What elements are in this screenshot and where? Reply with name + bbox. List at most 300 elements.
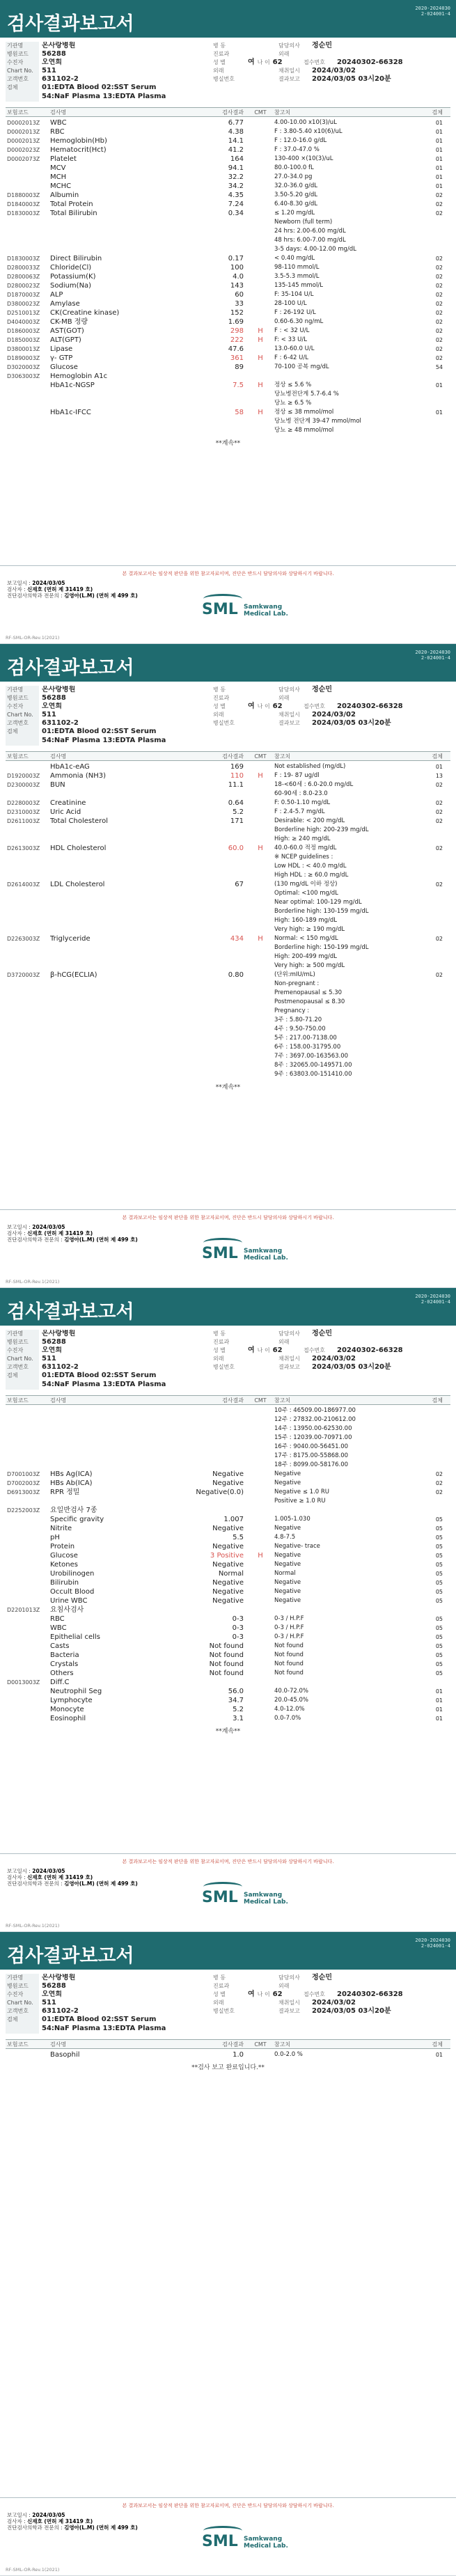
specimen-code — [427, 1016, 444, 1025]
column-header-result: 검사결과 — [222, 753, 244, 760]
test-name: Total Protein — [50, 201, 93, 208]
insurance-code: D0002013Z — [7, 129, 40, 135]
specimen-value: 01:EDTA Blood 02:SST Serum — [42, 1372, 157, 1379]
info-value: 온사랑병원 — [42, 686, 76, 693]
signature-value: 신재호 (면허 제 31419 호) — [27, 1874, 93, 1880]
result-flag: H — [258, 845, 263, 852]
table-row — [6, 191, 450, 200]
result-flag — [248, 146, 273, 155]
specimen-code — [427, 1605, 444, 1615]
reference-range: Not found — [274, 1660, 304, 1667]
signature-line — [7, 1236, 138, 1243]
test-name: Occult Blood — [50, 1588, 95, 1596]
info-label: 병원코드 — [6, 1982, 39, 1990]
test-name: Potassium(K) — [50, 273, 96, 281]
insurance-code: D2614003Z — [7, 881, 40, 888]
specimen-code — [427, 952, 444, 961]
test-result: 110 — [230, 772, 244, 780]
table-row — [6, 308, 450, 317]
reference-range: 0.0-2.0 % — [274, 2051, 303, 2058]
insurance-code: D0002013Z — [7, 120, 40, 126]
test-result — [185, 826, 248, 835]
result-flag: H — [258, 935, 263, 943]
signature-label: 검사자 : — [7, 2518, 26, 2524]
specimen-code: 02 — [435, 192, 443, 198]
table-row — [6, 971, 450, 980]
insurance-code — [6, 1542, 49, 1551]
report-footer — [0, 565, 456, 643]
test-name — [49, 1025, 185, 1034]
reference-range: F: 35-104 U/L — [274, 291, 314, 298]
column-header-item: 검사명 — [50, 109, 67, 116]
insurance-code — [6, 1043, 49, 1052]
specimen-row — [6, 84, 450, 93]
reference-range: Negative — [274, 1597, 301, 1604]
table-row — [6, 408, 450, 417]
specimen-code: 01 — [435, 2052, 443, 2058]
result-flag — [248, 862, 273, 871]
reference-range: 3주 : 5.80-71.20 — [274, 1016, 322, 1023]
insurance-code: D7002003Z — [7, 1480, 40, 1486]
reference-range: 정상 ≤ 38 mmol/mol — [274, 409, 334, 416]
reference-range: F : 26-192 U/L — [274, 309, 316, 316]
specimen-code: 02 — [435, 337, 443, 343]
info-label: 검체 — [6, 1372, 39, 1381]
info-value — [248, 1338, 278, 1346]
test-name: Direct Bilirubin — [50, 255, 102, 262]
test-name: 요침사검사 — [50, 1606, 84, 1614]
logo-text: SML — [202, 1245, 238, 1262]
column-header-result: 검사결과 — [222, 109, 244, 116]
test-name — [49, 916, 185, 925]
result-flag — [248, 227, 273, 236]
test-name: Glucose — [50, 363, 78, 371]
info-label: 외래 — [278, 695, 290, 701]
info-label: 기관명 — [6, 1330, 39, 1338]
table-row — [6, 1596, 450, 1605]
logo-name-line: Samkwang — [244, 2536, 283, 2543]
specimen-code: 02 — [435, 782, 443, 788]
result-flag — [248, 808, 273, 817]
insurance-code: D0002013Z — [7, 138, 40, 144]
specimen-code — [427, 835, 444, 844]
specimen-code — [427, 218, 444, 227]
insurance-code — [6, 998, 49, 1007]
specimen-code: 01 — [435, 156, 443, 162]
insurance-code — [6, 408, 49, 417]
test-result — [185, 1506, 248, 1515]
info-value: 511 — [42, 711, 56, 718]
test-name: MCH — [50, 173, 67, 181]
test-result: Negative — [212, 1597, 244, 1605]
test-name: HBs Ag(ICA) — [50, 1470, 93, 1478]
specimen-code: 05 — [435, 1625, 443, 1631]
logo-name-line: Samkwang — [244, 604, 283, 611]
reference-range: Negative — [274, 1479, 301, 1486]
age-label: 나 이 — [257, 59, 270, 65]
insurance-code — [6, 245, 49, 254]
signature-line — [7, 2524, 138, 2531]
test-name: Chloride(Cl) — [50, 264, 92, 272]
test-name: Specific gravity — [50, 1516, 104, 1523]
logo-name-line: Medical Lab. — [244, 1255, 288, 1262]
test-name: CK(Creatine kinase) — [50, 309, 120, 317]
sex-value: 여 — [248, 1990, 255, 1998]
reference-range: F : 12.0-16.0 g/dL — [274, 137, 327, 144]
test-result: 0.64 — [228, 799, 244, 807]
test-result — [185, 1497, 248, 1506]
insurance-code: D1920003Z — [7, 773, 40, 779]
test-name — [49, 245, 185, 254]
test-result — [185, 1034, 248, 1043]
test-name — [49, 426, 185, 435]
info-value — [248, 1346, 304, 1355]
test-name: Total Cholesterol — [50, 817, 108, 825]
insurance-code — [6, 417, 49, 426]
specimen-code: 02 — [435, 274, 443, 280]
info-label: 수진자 — [6, 58, 39, 67]
info-label: 접수번호 — [304, 703, 325, 709]
result-flag — [248, 1533, 273, 1542]
test-result: 14.1 — [228, 137, 244, 145]
specimen-code — [427, 372, 444, 381]
specimen-code — [427, 1034, 444, 1043]
insurance-code — [6, 236, 49, 245]
column-header-item: 검사명 — [50, 2041, 67, 2048]
results-table — [6, 1406, 450, 1723]
signature-line — [7, 1224, 138, 1230]
results-table — [6, 118, 450, 435]
signature-label: 진단검사의학과 전문의 : — [7, 592, 63, 599]
continuation-mark: **검사 보고 완료입니다.** — [191, 2064, 265, 2071]
table-row — [6, 317, 450, 327]
reference-range: 정상 ≤ 5.6 % — [274, 382, 312, 388]
age-value: 62 — [272, 702, 283, 710]
specimen-code: 01 — [435, 382, 443, 388]
test-name: LDL Cholesterol — [50, 881, 105, 888]
insurance-code — [6, 762, 49, 771]
result-flag — [248, 817, 273, 826]
test-result: 1.007 — [223, 1516, 244, 1523]
specimen-code — [427, 1434, 444, 1443]
test-result: 164 — [230, 155, 244, 163]
specimen-code: 05 — [435, 1661, 443, 1667]
column-header-spec: 검체 — [432, 1397, 443, 1404]
test-result — [185, 390, 248, 399]
reference-range: 135-145 mmol/L — [274, 282, 323, 289]
logo-text: SML — [202, 2533, 238, 2550]
insurance-code — [6, 907, 49, 916]
specimen-code: 05 — [435, 1571, 443, 1577]
specimen-code — [427, 1452, 444, 1461]
specimen-code — [427, 1678, 444, 1687]
reference-range: 10주 : 46509.00-186977.00 — [274, 1407, 356, 1414]
test-name — [49, 952, 185, 961]
test-name — [49, 1043, 185, 1052]
result-flag — [248, 1515, 273, 1524]
test-name: MCHC — [50, 182, 72, 190]
result-flag — [248, 390, 273, 399]
result-flag — [248, 998, 273, 1007]
table-row — [6, 1415, 450, 1424]
specimen-code: 05 — [435, 1616, 443, 1622]
column-header-result: 검사결과 — [222, 2041, 244, 2048]
reference-range: 0.60-6.30 ng/mL — [274, 318, 324, 325]
signature-label: 진단검사의학과 전문의 : — [7, 1236, 63, 1243]
insurance-code — [6, 1596, 49, 1605]
specimen-code: 02 — [435, 1489, 443, 1495]
table-row — [6, 1714, 450, 1723]
signature-value: 2024/03/05 — [32, 580, 65, 586]
table-row — [6, 1705, 450, 1714]
result-flag — [248, 245, 273, 254]
test-name — [49, 417, 185, 426]
test-result — [185, 916, 248, 925]
signature-label: 보고일시 : — [7, 2512, 31, 2518]
info-label: 수진자 — [6, 1990, 39, 1999]
result-flag — [248, 1587, 273, 1596]
specimen-code — [427, 871, 444, 880]
info-value: 온사랑병원 — [42, 42, 76, 49]
specimen-row — [6, 93, 450, 102]
specimen-code: 02 — [435, 809, 443, 815]
specimen-code — [427, 889, 444, 898]
insurance-code: D2280003Z — [7, 800, 40, 806]
info-label: 병 동 — [213, 42, 226, 49]
table-row — [6, 952, 450, 961]
table-row — [6, 799, 450, 808]
result-flag — [248, 136, 273, 146]
insurance-code: D1880003Z — [7, 192, 40, 198]
specimen-value: 54:NaF Plasma 13:EDTA Plasma — [42, 93, 166, 100]
info-label: 접수번호 — [304, 59, 325, 65]
info-value — [248, 2007, 278, 2016]
test-result: 0.17 — [228, 255, 244, 262]
info-label-blank — [6, 1381, 39, 1390]
info-value: 온사랑병원 — [42, 1330, 76, 1337]
table-row — [6, 1696, 450, 1705]
result-flag — [248, 317, 273, 327]
info-value: 오연희 — [42, 702, 62, 710]
result-flag — [248, 345, 273, 354]
test-name: Hemoglobin A1c — [50, 372, 108, 380]
info-value: 2024/03/05 03시20분 — [312, 719, 391, 727]
results-table-header — [6, 2039, 450, 2049]
test-name: Nitrite — [50, 1525, 72, 1532]
specimen-code: 02 — [435, 845, 443, 851]
result-flag — [248, 835, 273, 844]
info-label: 병원코드 — [6, 694, 39, 702]
reference-range — [273, 1678, 427, 1687]
info-label: 성 별 — [213, 1991, 226, 1997]
test-result: 1.69 — [228, 318, 244, 326]
reference-range: 40.0-60.0 적정 mg/dL — [274, 845, 337, 851]
footer-note: 본 결과보고서는 임상적 판단을 위한 참고자료이며, 진단은 반드시 담당의사와 상담하시기 바랍니다. — [122, 571, 334, 576]
insurance-code — [6, 1461, 49, 1470]
table-row — [6, 118, 450, 127]
test-name — [49, 790, 185, 799]
table-row — [6, 862, 450, 871]
insurance-code: D1890003Z — [7, 355, 40, 361]
specimen-code: 02 — [435, 1480, 443, 1486]
result-flag — [248, 182, 273, 191]
specimen-code — [427, 826, 444, 835]
continuation-mark: **계속** — [215, 440, 241, 447]
reference-range: 3-5 days: 4.00-12.00 mg/dL — [274, 246, 356, 253]
table-row — [6, 1560, 450, 1569]
insurance-code: D0002073Z — [7, 156, 40, 162]
insurance-code — [6, 952, 49, 961]
test-name: RBC — [50, 1615, 65, 1623]
info-label: 담당의사 — [278, 1330, 300, 1337]
reference-range: 60-90세 : 8.0-23.0 — [274, 790, 328, 797]
specimen-code: 01 — [435, 183, 443, 189]
signature-line — [7, 1880, 138, 1887]
table-row — [6, 1524, 450, 1533]
table-row — [6, 1515, 450, 1524]
patient-info-row — [6, 1990, 450, 1999]
specimen-code: 01 — [435, 764, 443, 770]
test-name: Lipase — [50, 345, 73, 353]
reference-range: F : < 32 U/L — [274, 327, 310, 334]
info-label: Chart No. — [6, 67, 39, 75]
patient-info-row — [6, 2007, 450, 2016]
insurance-code: D1870003Z — [7, 292, 40, 298]
insurance-code — [6, 1560, 49, 1569]
test-result: 4.38 — [228, 128, 244, 136]
insurance-code — [6, 1669, 49, 1678]
test-result: 89 — [235, 363, 244, 371]
result-flag — [248, 1596, 273, 1605]
info-value — [248, 711, 278, 719]
table-row — [6, 871, 450, 880]
table-row — [6, 2050, 450, 2059]
test-name — [49, 853, 185, 862]
test-name — [49, 998, 185, 1007]
result-flag — [248, 762, 273, 771]
column-header-ref: 참고치 — [274, 109, 291, 116]
insurance-code — [6, 1705, 49, 1714]
info-value — [248, 75, 278, 84]
result-flag — [248, 943, 273, 952]
info-label: 검체 — [6, 84, 39, 93]
test-result — [185, 1025, 248, 1034]
info-label: 결과보고 — [278, 2008, 300, 2014]
specimen-code — [427, 1043, 444, 1052]
info-value: 20240302-66328 — [337, 702, 403, 710]
test-result — [185, 399, 248, 408]
signature-line — [7, 580, 138, 586]
result-flag — [248, 1542, 273, 1551]
specimen-code — [427, 227, 444, 236]
result-flag — [248, 372, 273, 381]
reference-range: 4.0-12.0% — [274, 1706, 305, 1713]
test-result: Negative — [212, 1470, 244, 1478]
reference-range: Negative — [274, 1579, 301, 1586]
result-flag: H — [258, 1552, 263, 1560]
insurance-code — [6, 399, 49, 408]
test-result — [185, 426, 248, 435]
result-flag — [248, 971, 273, 980]
test-result — [185, 1605, 248, 1615]
signature-line — [7, 1230, 138, 1236]
test-name: pH — [50, 1534, 60, 1541]
table-row — [6, 1605, 450, 1615]
result-flag — [248, 254, 273, 263]
result-flag — [248, 1061, 273, 1070]
report-title: 검사결과보고서 — [7, 1945, 134, 1967]
info-value — [248, 1974, 278, 1982]
patient-info — [6, 42, 450, 102]
test-result: 60.0 — [228, 845, 244, 852]
header-code-line: 2020-2024030 — [415, 6, 450, 11]
insurance-code: D2252003Z — [7, 1507, 40, 1514]
sex-value: 여 — [248, 58, 255, 66]
age-label: 나 이 — [257, 703, 270, 709]
test-result — [185, 1434, 248, 1443]
reference-range: Not found — [274, 1670, 304, 1676]
reference-range: 12주 : 27832.00-210612.00 — [274, 1416, 356, 1423]
insurance-code — [6, 1633, 49, 1642]
patient-info — [6, 686, 450, 746]
reference-range: Normal — [274, 1570, 296, 1577]
reference-range — [273, 1506, 427, 1515]
test-name — [49, 1034, 185, 1043]
specimen-value: 54:NaF Plasma 13:EDTA Plasma — [42, 1381, 166, 1388]
result-flag: H — [258, 354, 263, 362]
info-label: 외래 — [213, 2000, 224, 2006]
test-name: Others — [50, 1670, 74, 1677]
info-value — [312, 50, 450, 58]
reference-range: 3.50-5.20 g/dL — [274, 191, 318, 198]
insurance-code: D2201013Z — [7, 1607, 40, 1613]
specimen-row — [6, 1372, 450, 1381]
result-flag — [248, 989, 273, 998]
test-name — [49, 399, 185, 408]
info-label: 채취일시 — [278, 1356, 300, 1362]
specimen-code — [427, 1061, 444, 1070]
result-flag — [248, 1470, 273, 1479]
signature-label: 보고일시 : — [7, 580, 31, 586]
patient-info-row — [6, 42, 450, 50]
info-value — [248, 1999, 278, 2007]
test-result — [185, 835, 248, 844]
table-row — [6, 1025, 450, 1034]
info-value — [248, 694, 278, 702]
test-name: BUN — [50, 781, 65, 789]
results-table — [6, 762, 450, 1079]
header-code — [415, 650, 450, 661]
report-header — [0, 1932, 456, 1970]
column-header-unit: CMT — [254, 109, 267, 116]
test-result — [185, 898, 248, 907]
specimen-code: 02 — [435, 881, 443, 888]
reference-range: 80.0-100.0 fL — [274, 164, 314, 171]
info-label: 병원코드 — [6, 1338, 39, 1346]
result-flag — [248, 916, 273, 925]
test-result: Negative — [212, 1543, 244, 1550]
patient-info-row — [6, 719, 450, 728]
reference-range: 18주 : 8099.00-58176.00 — [274, 1461, 349, 1468]
table-row — [6, 290, 450, 299]
test-result — [185, 871, 248, 880]
insurance-code: D3800023Z — [7, 301, 40, 307]
table-row — [6, 327, 450, 336]
signature-block — [7, 1868, 138, 1887]
insurance-code — [6, 871, 49, 880]
result-flag — [248, 980, 273, 989]
table-row — [6, 1406, 450, 1415]
